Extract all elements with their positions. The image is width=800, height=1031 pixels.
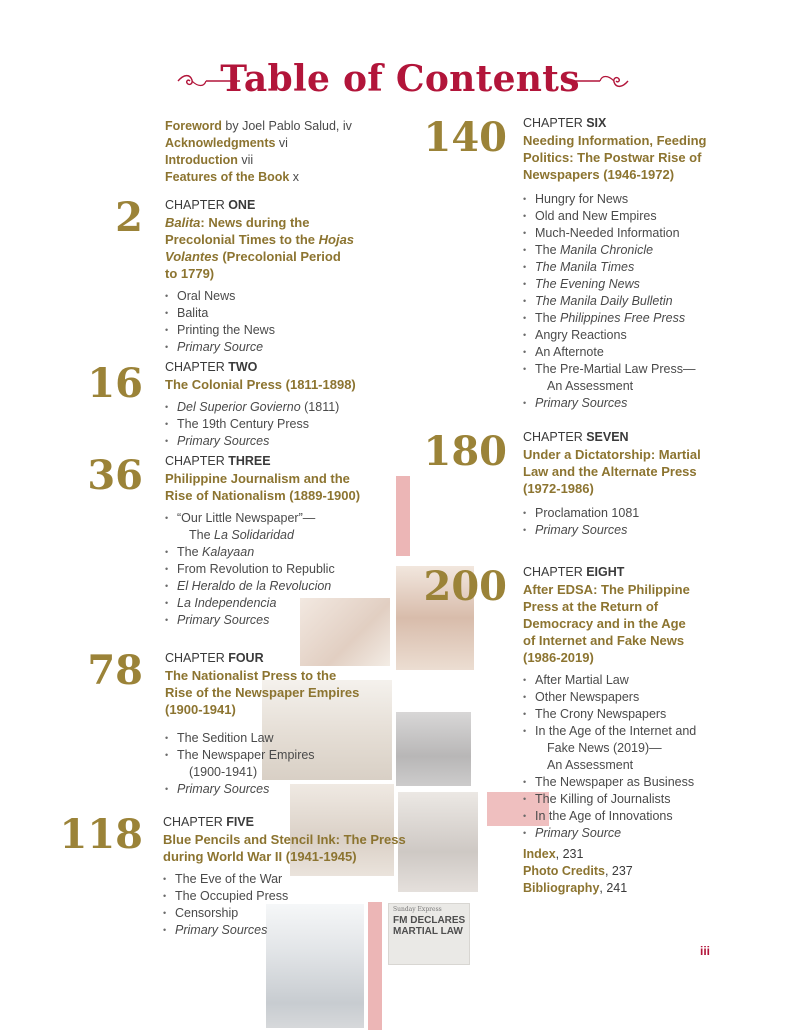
text-run: Hungry for News bbox=[535, 192, 629, 206]
section-item[interactable] bbox=[165, 578, 335, 595]
chapter-title-line bbox=[523, 598, 690, 615]
section-item[interactable] bbox=[523, 276, 695, 293]
section-item[interactable] bbox=[523, 191, 695, 208]
chapter-word: CHAPTER bbox=[523, 430, 587, 444]
chapter-title-line bbox=[165, 376, 356, 393]
section-item[interactable] bbox=[165, 305, 275, 322]
section-item[interactable] bbox=[165, 747, 315, 764]
italic-text: Kalayaan bbox=[202, 545, 255, 559]
section-item[interactable] bbox=[163, 905, 288, 922]
chapter-title-line bbox=[165, 684, 359, 701]
chapter-title-line bbox=[523, 166, 706, 183]
italic-text: Primary Sources bbox=[177, 613, 270, 627]
chapter-title-line bbox=[523, 149, 706, 166]
italic-text: Primary Sources bbox=[177, 434, 270, 448]
back-matter-entry[interactable] bbox=[523, 880, 633, 897]
chapter-page-number[interactable]: 16 bbox=[87, 360, 143, 407]
text-run: Rise of Nationalism (1889-1900) bbox=[165, 488, 361, 503]
italic-text: Del Superior Govierno bbox=[177, 400, 301, 414]
text-run: “Our Little Newspaper”— bbox=[177, 511, 316, 525]
italic-text: The Manila Daily Bulletin bbox=[535, 294, 673, 308]
chapter-title-line bbox=[165, 487, 360, 504]
section-item[interactable] bbox=[165, 544, 335, 561]
text-run: An Assessment bbox=[547, 379, 634, 393]
chapter-section-list bbox=[165, 510, 335, 629]
chapter-label bbox=[165, 360, 257, 374]
newspaper-clipping bbox=[388, 903, 470, 965]
italic-text: Philippines Free Press bbox=[560, 311, 686, 325]
back-matter-entry-label: Photo Credits bbox=[523, 864, 605, 878]
front-matter-entry-label: Acknowledgments bbox=[165, 136, 276, 150]
section-item[interactable] bbox=[165, 510, 335, 527]
clipping-headline-1: FM DECLARES bbox=[393, 915, 466, 926]
text-run: Much-Needed Information bbox=[535, 226, 680, 240]
section-item[interactable] bbox=[523, 825, 696, 842]
chapter-title-line bbox=[165, 667, 359, 684]
chapter-label bbox=[523, 116, 606, 130]
text-run: The bbox=[189, 528, 215, 542]
section-item-continuation[interactable] bbox=[523, 740, 696, 757]
italic-text: Primary Sources bbox=[177, 782, 270, 796]
section-item[interactable] bbox=[523, 522, 639, 539]
pink-accent-bar bbox=[396, 476, 410, 556]
section-item[interactable] bbox=[523, 361, 695, 378]
italic-text: La Solidaridad bbox=[214, 528, 294, 542]
chapter-title-line bbox=[523, 480, 701, 497]
chapter-title-line bbox=[165, 214, 354, 231]
text-run: Philippine Journalism and the bbox=[165, 471, 350, 486]
chapter-ordinal: FIVE bbox=[226, 815, 254, 829]
front-matter-entry-label: Foreword bbox=[165, 119, 222, 133]
front-matter-entry[interactable] bbox=[165, 169, 415, 186]
clipping-masthead: Sunday Express bbox=[393, 906, 442, 913]
text-run: (1986-2019) bbox=[523, 650, 594, 665]
section-item[interactable] bbox=[523, 242, 695, 259]
italic-text: Primary Sources bbox=[535, 523, 628, 537]
text-run: Newspapers (1946-1972) bbox=[523, 167, 675, 182]
text-run: Politics: The Postwar Rise of bbox=[523, 150, 702, 165]
chapter-label bbox=[165, 454, 271, 468]
chapter-title[interactable] bbox=[165, 376, 356, 393]
text-run: The Killing of Journalists bbox=[535, 792, 671, 806]
text-run: of Internet and Fake News bbox=[523, 633, 685, 648]
chapter-title-line bbox=[523, 649, 690, 666]
section-item[interactable] bbox=[163, 888, 288, 905]
section-item[interactable] bbox=[523, 259, 695, 276]
section-item[interactable] bbox=[523, 293, 695, 310]
page-number: iii bbox=[700, 944, 711, 958]
chapter-word: CHAPTER bbox=[165, 454, 229, 468]
section-item[interactable] bbox=[523, 225, 695, 242]
text-run: The Nationalist Press to the bbox=[165, 668, 337, 683]
chapter-page-number[interactable]: 200 bbox=[423, 563, 507, 610]
chapter-title[interactable] bbox=[523, 581, 690, 666]
text-run: In the Age of the Internet and bbox=[535, 724, 697, 738]
text-run: In the Age of Innovations bbox=[535, 809, 673, 823]
text-run: : News during the bbox=[200, 215, 310, 230]
italic-text: Primary Source bbox=[177, 340, 264, 354]
italic-text: Balita bbox=[165, 215, 201, 230]
front-matter-entry-label: Introduction bbox=[165, 153, 238, 167]
chapter-title-line bbox=[163, 848, 406, 865]
text-run: Other Newspapers bbox=[535, 690, 640, 704]
chapter-label bbox=[165, 198, 255, 212]
chapter-label bbox=[165, 651, 264, 665]
text-run: The Eve of the War bbox=[175, 872, 283, 886]
chapter-page-number[interactable]: 140 bbox=[423, 114, 507, 161]
page-title: Table of Contents bbox=[220, 58, 580, 100]
section-item[interactable] bbox=[165, 612, 335, 629]
section-item[interactable] bbox=[165, 595, 335, 612]
text-run: The Newspaper Empires bbox=[177, 748, 315, 762]
chapter-section-list bbox=[165, 288, 275, 356]
front-matter-entry-page: x bbox=[289, 170, 300, 184]
chapter-section-list bbox=[523, 672, 696, 842]
chapter-ordinal: ONE bbox=[228, 198, 256, 212]
text-run: Balita bbox=[177, 306, 209, 320]
section-item[interactable] bbox=[165, 322, 275, 339]
chapter-ordinal: TWO bbox=[228, 360, 258, 374]
text-run: The Occupied Press bbox=[175, 889, 289, 903]
chapter-word: CHAPTER bbox=[165, 360, 229, 374]
section-item-continuation[interactable] bbox=[523, 757, 696, 774]
section-item[interactable] bbox=[165, 561, 335, 578]
chapter-label bbox=[163, 815, 254, 829]
chapter-ordinal: FOUR bbox=[228, 651, 264, 665]
back-matter-entry[interactable] bbox=[523, 863, 633, 880]
chapter-title-line bbox=[165, 231, 354, 248]
chapter-word: CHAPTER bbox=[523, 565, 587, 579]
chapter-title[interactable] bbox=[523, 446, 701, 497]
text-run: Angry Reactions bbox=[535, 328, 627, 342]
italic-text: Primary Sources bbox=[175, 923, 268, 937]
collage-image-crowd-photo bbox=[396, 712, 471, 786]
chapter-title[interactable] bbox=[163, 831, 406, 865]
section-item[interactable] bbox=[523, 208, 695, 225]
section-item[interactable] bbox=[165, 399, 339, 416]
text-run: Needing Information, Feeding bbox=[523, 133, 707, 148]
section-item-continuation[interactable] bbox=[165, 527, 335, 544]
text-run: Rise of the Newspaper Empires bbox=[165, 685, 360, 700]
chapter-section-list bbox=[165, 399, 339, 450]
chapter-ordinal: EIGHT bbox=[586, 565, 625, 579]
chapter-title-line bbox=[523, 463, 701, 480]
chapter-ordinal: THREE bbox=[228, 454, 271, 468]
section-item[interactable] bbox=[163, 922, 288, 939]
chapter-label bbox=[523, 565, 624, 579]
text-run: The Newspaper as Business bbox=[535, 775, 695, 789]
italic-text: The Manila Times bbox=[535, 260, 635, 274]
italic-text: Manila Chronicle bbox=[560, 243, 654, 257]
italic-text: Hojas bbox=[318, 232, 355, 247]
text-run: The bbox=[177, 545, 203, 559]
text-run: The bbox=[535, 311, 561, 325]
text-run: (1811) bbox=[300, 400, 340, 414]
chapter-page-number[interactable]: 78 bbox=[87, 647, 143, 694]
chapter-page-number[interactable]: 36 bbox=[87, 452, 143, 499]
front-matter-entry-label: Features of the Book bbox=[165, 170, 290, 184]
section-item[interactable] bbox=[165, 730, 315, 747]
chapter-title-line bbox=[165, 701, 359, 718]
chapter-word: CHAPTER bbox=[163, 815, 227, 829]
text-run: Proclamation 1081 bbox=[535, 506, 640, 520]
section-item[interactable] bbox=[165, 416, 339, 433]
chapter-title[interactable] bbox=[523, 132, 706, 183]
section-item[interactable] bbox=[523, 706, 696, 723]
chapter-title[interactable] bbox=[165, 470, 360, 504]
text-run: Under a Dictatorship: Martial bbox=[523, 447, 701, 462]
front-matter-entry-page: vii bbox=[237, 153, 254, 167]
back-matter-entry[interactable] bbox=[523, 846, 633, 863]
chapter-label bbox=[523, 430, 629, 444]
back-matter-list bbox=[523, 846, 633, 897]
italic-text: El Heraldo de la Revolucion bbox=[177, 579, 332, 593]
title-row bbox=[0, 58, 800, 106]
section-item[interactable] bbox=[163, 871, 288, 888]
section-item[interactable] bbox=[523, 310, 695, 327]
text-run: Fake News (2019)— bbox=[547, 741, 662, 755]
text-run: Blue Pencils and Stencil Ink: The Press bbox=[163, 832, 406, 847]
text-run: From Revolution to Republic bbox=[177, 562, 335, 576]
chapter-section-list bbox=[523, 191, 695, 412]
text-run: The 19th Century Press bbox=[177, 417, 310, 431]
section-item[interactable] bbox=[523, 774, 696, 791]
text-run: to 1779) bbox=[165, 266, 215, 281]
chapter-title-line bbox=[163, 831, 406, 848]
italic-text: La Independencia bbox=[177, 596, 277, 610]
italic-text: Primary Sources bbox=[535, 396, 628, 410]
chapter-title-line bbox=[523, 446, 701, 463]
text-run: Law and the Alternate Press bbox=[523, 464, 697, 479]
back-matter-entry-page: , 241 bbox=[599, 881, 628, 895]
chapter-page-number[interactable]: 118 bbox=[59, 811, 143, 858]
pink-accent-bar-bottom bbox=[368, 902, 382, 1030]
back-matter-entry-page: , 231 bbox=[555, 847, 584, 861]
section-item[interactable] bbox=[523, 723, 696, 740]
section-item[interactable] bbox=[523, 327, 695, 344]
chapter-ordinal: SIX bbox=[586, 116, 607, 130]
section-item[interactable] bbox=[523, 672, 696, 689]
section-item-continuation[interactable] bbox=[523, 378, 695, 395]
section-item[interactable] bbox=[165, 433, 339, 450]
front-matter-entry-page: by Joel Pablo Salud, iv bbox=[221, 119, 352, 133]
chapter-title-line bbox=[523, 615, 690, 632]
italic-text: Primary Source bbox=[535, 826, 622, 840]
chapter-title[interactable] bbox=[165, 667, 359, 718]
chapter-ordinal: SEVEN bbox=[586, 430, 629, 444]
text-run: Democracy and in the Age bbox=[523, 616, 686, 631]
text-run: Printing the News bbox=[177, 323, 275, 337]
text-run: The Colonial Press (1811-1898) bbox=[165, 377, 356, 392]
back-matter-entry-page: , 237 bbox=[604, 864, 633, 878]
chapter-section-list bbox=[165, 730, 315, 798]
chapter-title[interactable] bbox=[165, 214, 354, 282]
chapter-section-list bbox=[523, 505, 639, 539]
text-run: The bbox=[535, 243, 561, 257]
collage-image-people-photo bbox=[398, 792, 478, 892]
right-ornament-icon bbox=[566, 72, 630, 90]
chapter-page-number[interactable]: 2 bbox=[115, 194, 143, 241]
clipping-headline-2: MARTIAL LAW bbox=[393, 926, 463, 937]
text-run: (1900-1941) bbox=[189, 765, 258, 779]
chapter-word: CHAPTER bbox=[165, 651, 229, 665]
text-run: The Sedition Law bbox=[177, 731, 274, 745]
text-run: Oral News bbox=[177, 289, 236, 303]
chapter-title-line bbox=[523, 581, 690, 598]
text-run: After EDSA: The Philippine bbox=[523, 582, 690, 597]
chapter-title-line bbox=[165, 265, 354, 282]
chapter-section-list bbox=[163, 871, 288, 939]
chapter-title-line bbox=[165, 470, 360, 487]
text-run: Old and New Empires bbox=[535, 209, 657, 223]
text-run: An Afternote bbox=[535, 345, 604, 359]
section-item[interactable] bbox=[165, 339, 275, 356]
chapter-title-line bbox=[523, 132, 706, 149]
chapter-page-number[interactable]: 180 bbox=[423, 428, 507, 475]
text-run: The Crony Newspapers bbox=[535, 707, 667, 721]
section-item[interactable] bbox=[165, 781, 315, 798]
section-item[interactable] bbox=[523, 808, 696, 825]
text-run: Censorship bbox=[175, 906, 239, 920]
italic-text: Volantes bbox=[165, 249, 219, 264]
back-matter-entry-label: Bibliography bbox=[523, 881, 600, 895]
text-run: After Martial Law bbox=[535, 673, 629, 687]
text-run: (Precolonial Period bbox=[218, 249, 341, 264]
section-item[interactable] bbox=[523, 395, 695, 412]
text-run: An Assessment bbox=[547, 758, 634, 772]
front-matter-entry-page: vi bbox=[275, 136, 288, 150]
section-item[interactable] bbox=[523, 505, 639, 522]
chapter-title-line bbox=[523, 632, 690, 649]
section-item[interactable] bbox=[165, 288, 275, 305]
text-run: (1900-1941) bbox=[165, 702, 236, 717]
text-run: during World War II (1941-1945) bbox=[163, 849, 357, 864]
text-run: (1972-1986) bbox=[523, 481, 594, 496]
text-run: The Pre-Martial Law Press— bbox=[535, 362, 696, 376]
chapter-word: CHAPTER bbox=[523, 116, 587, 130]
chapter-title-line bbox=[165, 248, 354, 265]
section-item[interactable] bbox=[523, 689, 696, 706]
section-item[interactable] bbox=[523, 791, 696, 808]
back-matter-entry-label: Index bbox=[523, 847, 556, 861]
section-item[interactable] bbox=[523, 344, 695, 361]
chapter-word: CHAPTER bbox=[165, 198, 229, 212]
text-run: Precolonial Times to the bbox=[165, 232, 319, 247]
text-run: Press at the Return of bbox=[523, 599, 659, 614]
italic-text: The Evening News bbox=[535, 277, 640, 291]
section-item-continuation[interactable] bbox=[165, 764, 315, 781]
